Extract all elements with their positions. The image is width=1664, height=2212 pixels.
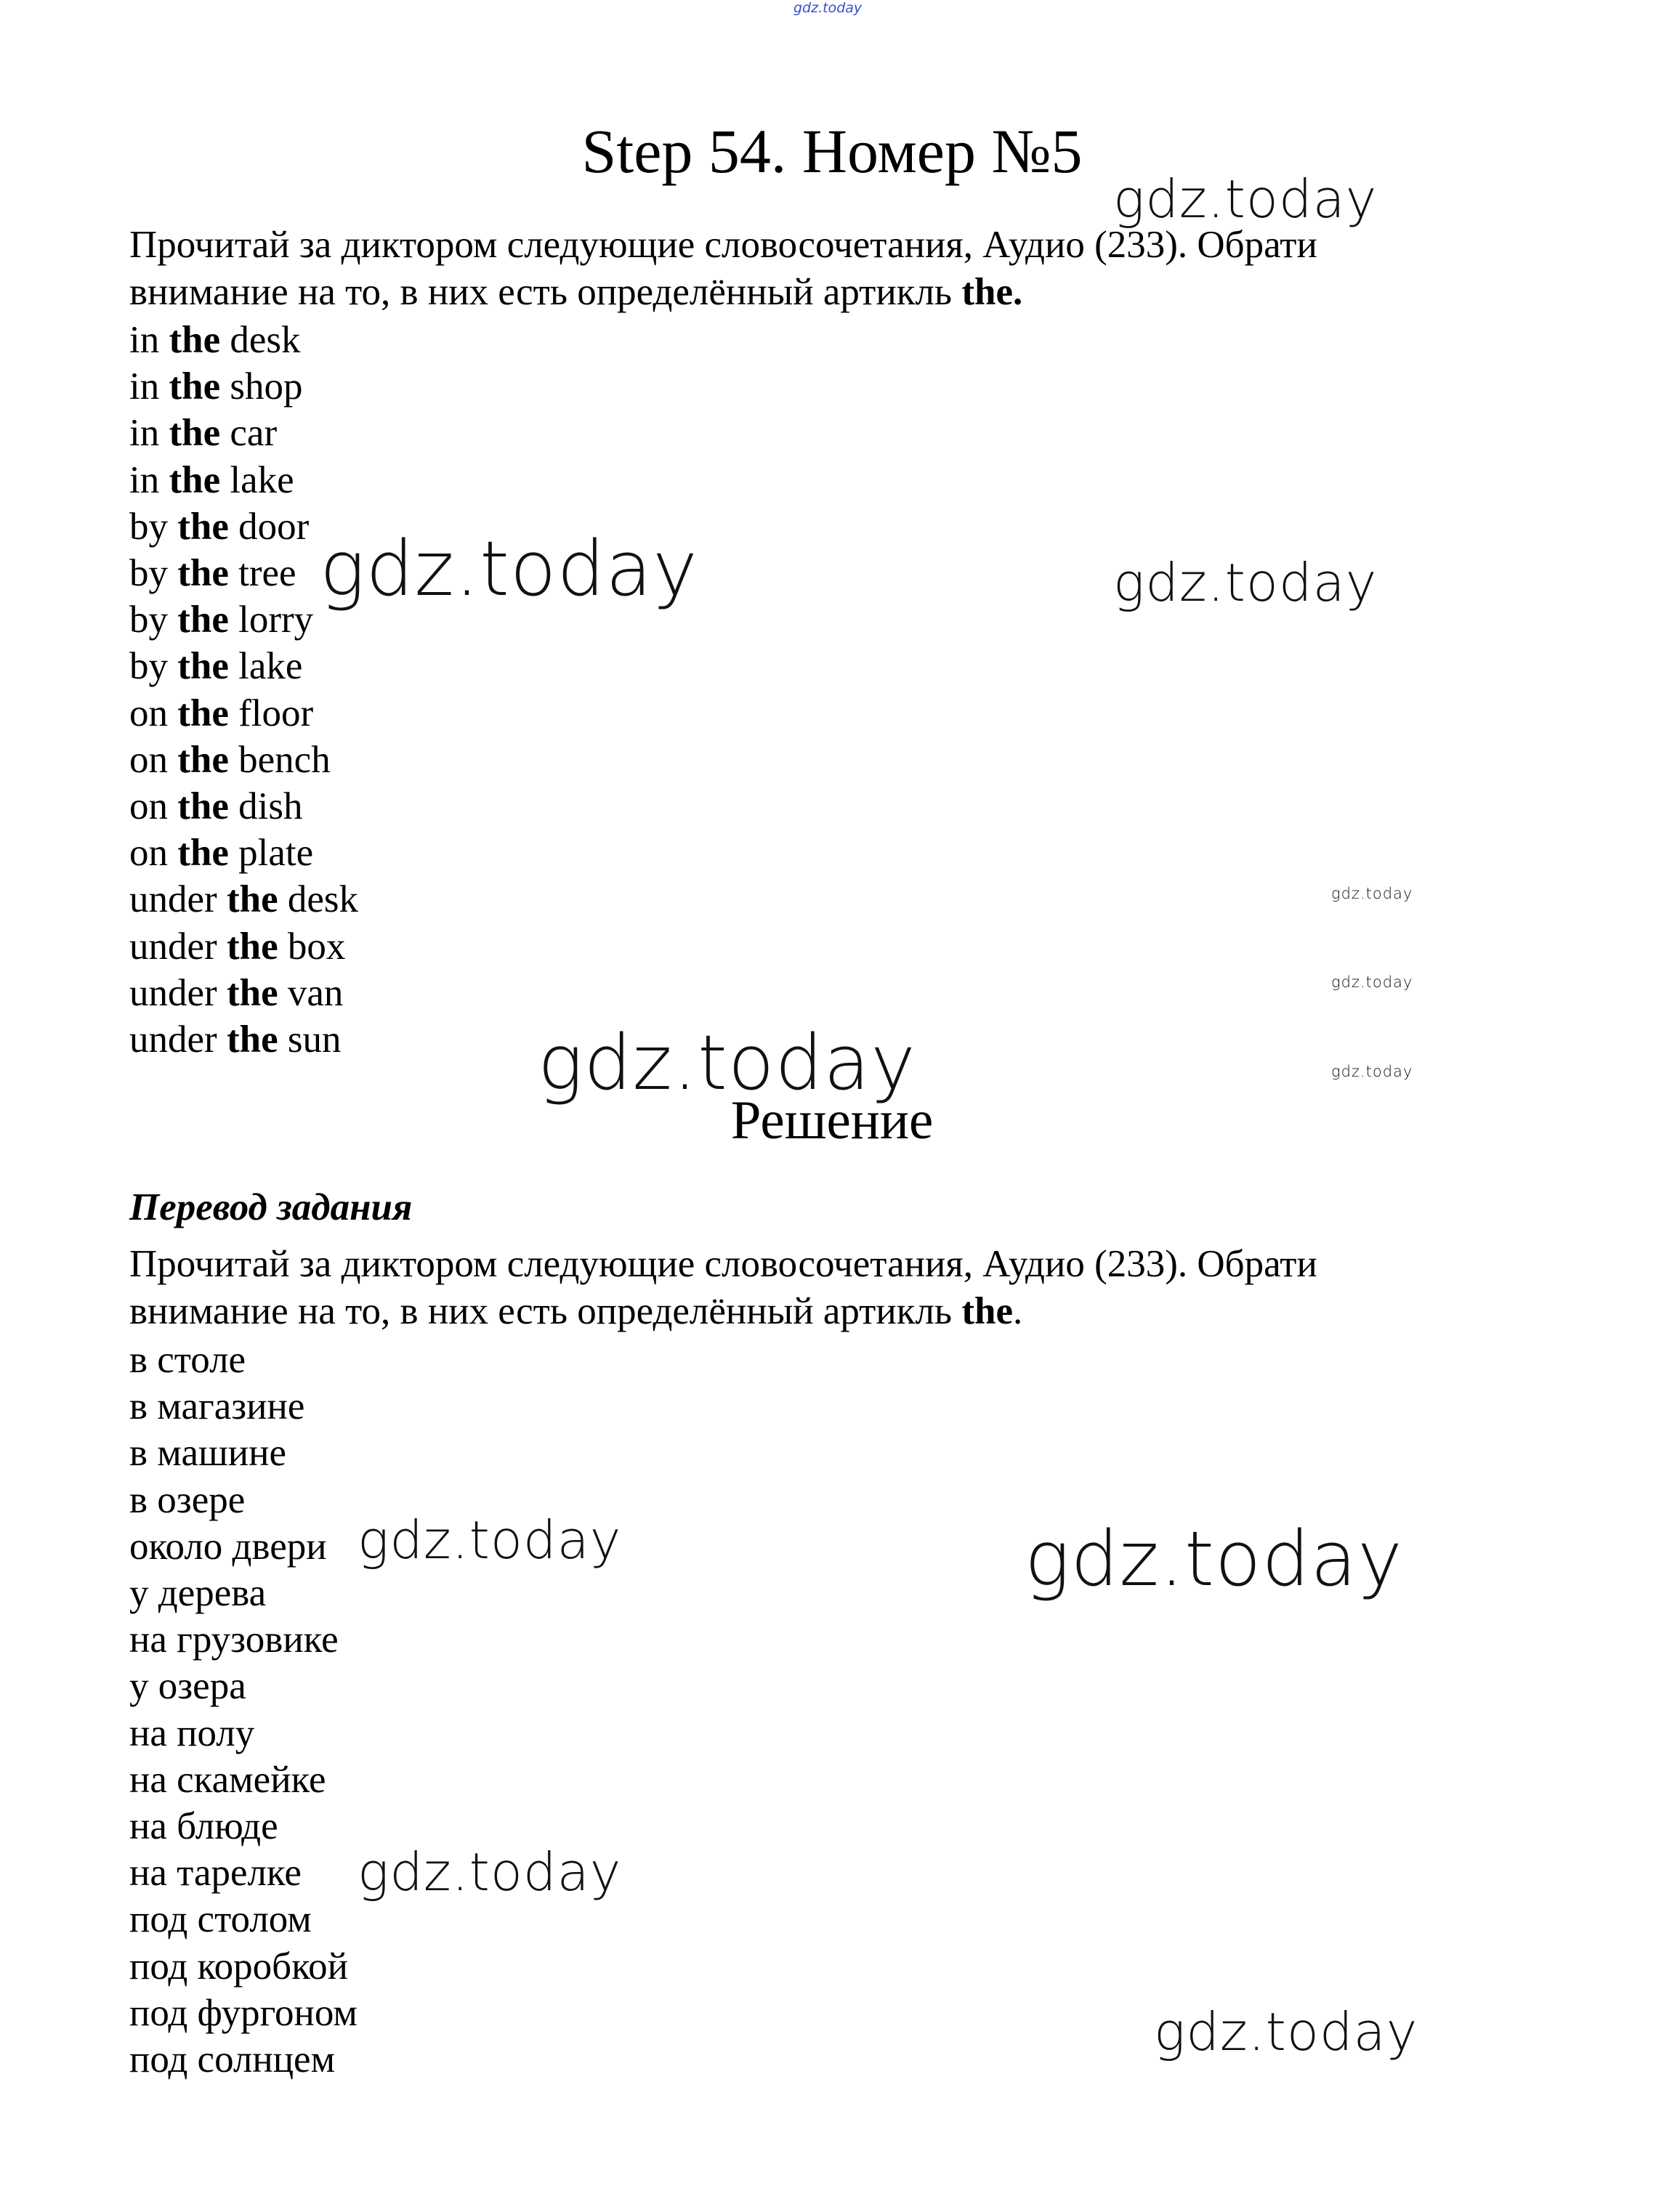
translation-instruction-text: внимание на то, в них есть определённый артикль	[129, 1290, 962, 1332]
list-item: на грузовике	[129, 1619, 339, 1661]
translation-instruction-end: .	[1012, 1290, 1023, 1332]
watermark: gdz.today	[1113, 552, 1378, 613]
phrase-article: the	[226, 878, 278, 921]
list-item	[129, 830, 358, 876]
list-item: на скамейке	[129, 1758, 326, 1801]
list-item	[129, 876, 358, 923]
phrase-article: the	[226, 1018, 278, 1061]
phrase-article: the	[226, 971, 278, 1014]
list-item	[129, 690, 358, 737]
watermark: gdz.today	[358, 1842, 622, 1903]
list-item: на тарелке	[129, 1852, 302, 1895]
phrase-preposition: by	[129, 599, 178, 641]
phrase-preposition: on	[129, 738, 178, 781]
phrase-article: the	[169, 365, 221, 408]
phrase-article: the	[169, 458, 221, 501]
phrase-article: the	[177, 692, 229, 734]
watermark: gdz.today	[1025, 1515, 1403, 1603]
list-item: в магазине	[129, 1385, 305, 1428]
phrase-noun: shop	[220, 365, 303, 408]
phrase-preposition: in	[129, 319, 169, 361]
phrase-preposition: under	[129, 878, 227, 921]
watermark: gdz.today	[1113, 169, 1378, 230]
phrase-article: the	[177, 552, 229, 595]
list-item: под солнцем	[129, 2038, 336, 2081]
watermark: gdz.today	[320, 524, 698, 613]
phrase-noun: door	[228, 505, 310, 548]
phrase-article: the	[169, 412, 221, 455]
phrase-noun: bench	[228, 738, 331, 781]
watermark: gdz.today	[1154, 2001, 1418, 2062]
list-item: у дерева	[129, 1572, 267, 1615]
translation-instruction-line-1: Прочитай за диктором следующие словосочетания, Аудио (233). Обрати	[129, 1243, 1317, 1285]
phrase-preposition: in	[129, 458, 169, 501]
phrase-article: the	[169, 319, 221, 361]
phrase-noun: desk	[278, 878, 358, 921]
article-bold: the	[961, 1290, 1013, 1332]
phrase-preposition: by	[129, 645, 178, 688]
list-item: у озера	[129, 1665, 246, 1708]
list-item: на блюде	[129, 1805, 278, 1848]
phrase-preposition: by	[129, 552, 178, 595]
translation-instruction	[129, 1241, 1510, 1335]
task-instruction	[129, 222, 1510, 316]
phrase-preposition: in	[129, 412, 169, 455]
watermark: gdz.today	[1331, 885, 1413, 902]
phrase-preposition: under	[129, 1018, 227, 1061]
watermark: gdz.today	[1331, 973, 1413, 991]
phrase-preposition: under	[129, 925, 227, 968]
list-item: под фургоном	[129, 1991, 358, 2034]
phrase-preposition: on	[129, 785, 178, 828]
phrase-noun: car	[220, 412, 278, 455]
list-item	[129, 923, 358, 970]
task-instruction-line-2	[129, 269, 1510, 316]
phrase-noun: floor	[228, 692, 314, 734]
phrase-noun: sun	[278, 1018, 342, 1061]
phrase-noun: desk	[220, 319, 301, 361]
phrase-noun: plate	[228, 832, 314, 875]
phrase-noun: lake	[228, 645, 303, 688]
translation-heading: Перевод задания	[129, 1186, 413, 1228]
list-item	[129, 1016, 358, 1063]
watermark: gdz.today	[1331, 1063, 1413, 1080]
phrase-noun: lake	[220, 458, 294, 501]
phrase-noun: tree	[228, 552, 296, 595]
phrase-article: the	[177, 645, 229, 688]
list-item: под коробкой	[129, 1945, 348, 1988]
list-item: под столом	[129, 1898, 312, 1941]
solution-heading: Решение	[730, 1090, 934, 1151]
page-title: Step 54. Номер №5	[581, 116, 1083, 186]
task-instruction-line-1: Прочитай за диктором следующие словосочетания, Аудио (233). Обрати	[129, 224, 1317, 266]
phrase-preposition: under	[129, 971, 227, 1014]
translation-instruction-line-2	[129, 1288, 1510, 1335]
phrase-noun: van	[278, 971, 344, 1014]
list-item	[129, 363, 358, 410]
list-item: на полу	[129, 1711, 255, 1754]
phrase-preposition: on	[129, 832, 178, 875]
list-item: в озере	[129, 1478, 246, 1521]
list-item: около двери	[129, 1525, 327, 1568]
list-item	[129, 643, 358, 689]
watermark: gdz.today	[793, 0, 863, 16]
phrase-preposition: by	[129, 505, 178, 548]
phrase-list	[129, 317, 358, 1063]
list-item	[129, 457, 358, 503]
article-bold: the.	[961, 271, 1023, 313]
list-item	[129, 317, 358, 363]
translation-list	[129, 1337, 358, 2083]
list-item	[129, 783, 358, 830]
list-item	[129, 970, 358, 1016]
phrase-preposition: on	[129, 692, 178, 734]
task-instruction-text: внимание на то, в них есть определённый артикль	[129, 271, 962, 313]
phrase-noun: box	[278, 925, 346, 968]
phrase-article: the	[177, 505, 229, 548]
phrase-article: the	[177, 832, 229, 875]
phrase-article: the	[177, 738, 229, 781]
list-item	[129, 410, 358, 456]
phrase-noun: lorry	[228, 599, 314, 641]
list-item: в машине	[129, 1432, 287, 1475]
phrase-article: the	[177, 785, 229, 828]
watermark: gdz.today	[358, 1510, 622, 1571]
phrase-article: the	[177, 599, 229, 641]
watermark: gdz.today	[538, 1018, 916, 1107]
list-item: в столе	[129, 1339, 246, 1381]
phrase-noun: dish	[228, 785, 303, 828]
phrase-preposition: in	[129, 365, 169, 408]
list-item	[129, 737, 358, 783]
phrase-article: the	[226, 925, 278, 968]
